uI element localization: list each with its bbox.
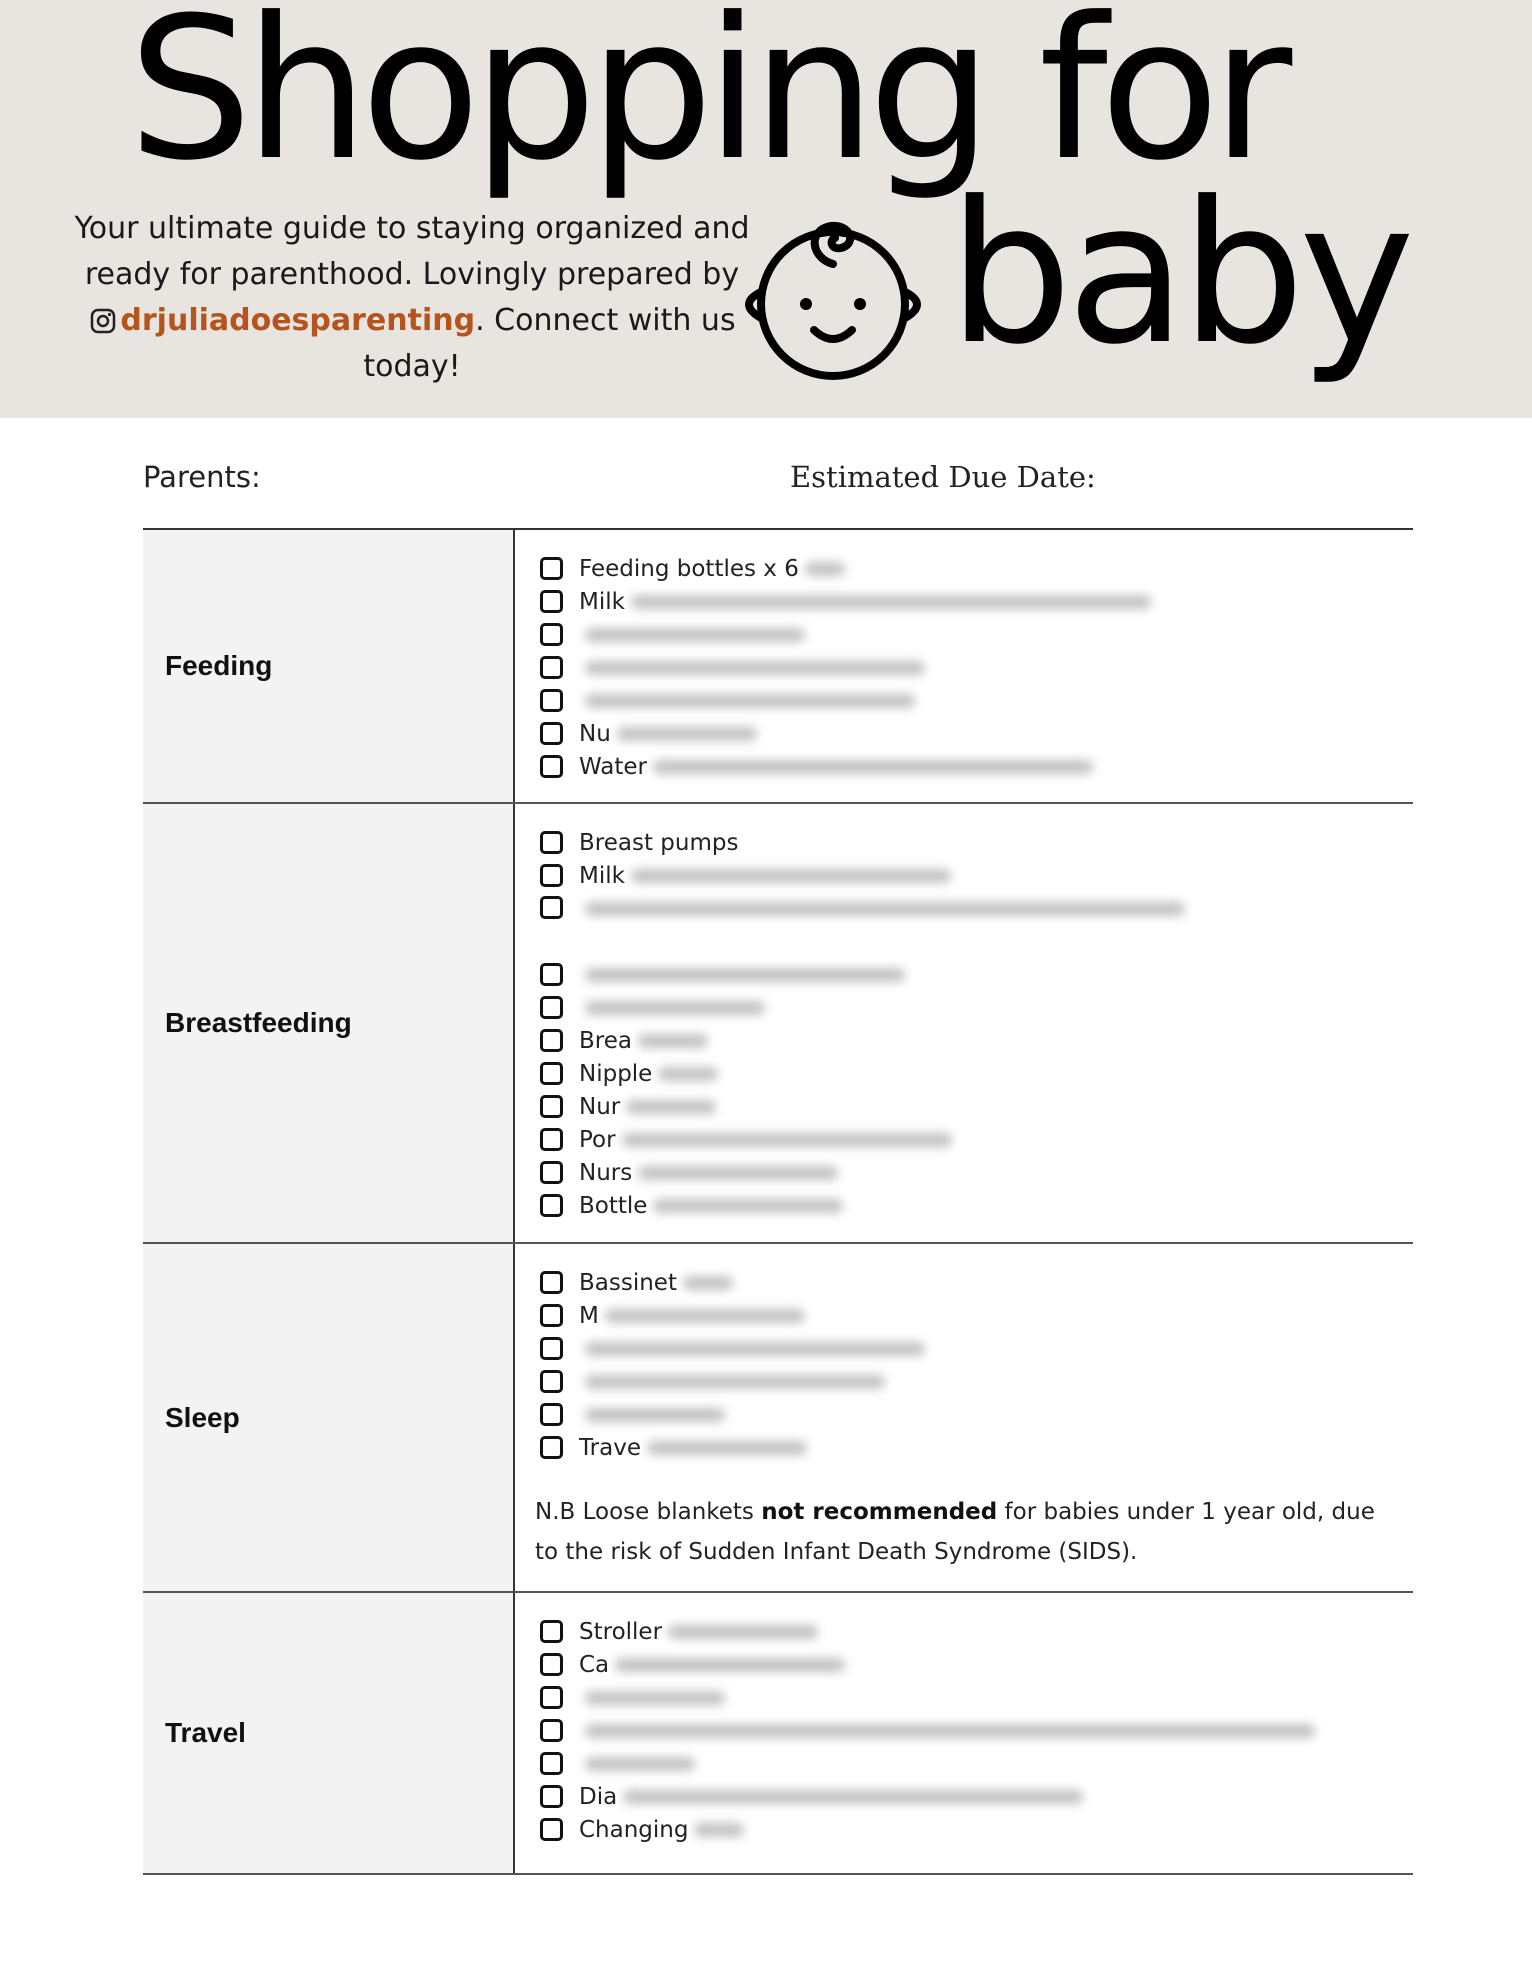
- checkbox[interactable]: [540, 1337, 563, 1360]
- list-item: [540, 1090, 1393, 1123]
- tagline-end: . Connect with us today!: [363, 303, 736, 384]
- tagline: [72, 206, 752, 390]
- item-label: Nur: [579, 1093, 621, 1120]
- item-label: Feeding bottles x 6: [579, 555, 799, 582]
- list-item: [540, 1266, 1393, 1299]
- instagram-icon: [90, 308, 116, 334]
- list-item: [540, 1714, 1393, 1747]
- category-label: Feeding: [143, 530, 515, 802]
- title-baby: baby: [948, 160, 1409, 388]
- item-list: [515, 1244, 1413, 1591]
- list-item: [540, 750, 1393, 783]
- checkbox[interactable]: [540, 1719, 563, 1742]
- list-item: [540, 585, 1393, 618]
- checkbox[interactable]: [540, 656, 563, 679]
- checkbox[interactable]: [540, 896, 563, 919]
- list-item: [540, 1681, 1393, 1714]
- list-item: [540, 1057, 1393, 1090]
- checkbox[interactable]: [540, 1370, 563, 1393]
- item-label: Water: [579, 753, 647, 780]
- list-item: [540, 552, 1393, 585]
- sids-note: [535, 1492, 1393, 1572]
- checkbox[interactable]: [540, 963, 563, 986]
- checkbox[interactable]: [540, 1161, 563, 1184]
- list-item: [540, 1398, 1393, 1431]
- item-label: M: [579, 1302, 599, 1329]
- list-item: [540, 1648, 1393, 1681]
- checkbox[interactable]: [540, 1062, 563, 1085]
- checkbox[interactable]: [540, 1686, 563, 1709]
- checkbox[interactable]: [540, 1785, 563, 1808]
- list-item: [540, 1332, 1393, 1365]
- item-label: Trave: [579, 1434, 641, 1461]
- checkbox[interactable]: [540, 1436, 563, 1459]
- item-label: Dia: [579, 1783, 618, 1810]
- checkbox[interactable]: [540, 831, 563, 854]
- checkbox[interactable]: [540, 864, 563, 887]
- checkbox[interactable]: [540, 722, 563, 745]
- item-label: Milk: [579, 862, 625, 889]
- checkbox[interactable]: [540, 590, 563, 613]
- checkbox[interactable]: [540, 1620, 563, 1643]
- item-label: Breast pumps: [579, 829, 739, 856]
- header-banner: [0, 0, 1532, 418]
- section-breastfeeding: [143, 804, 1413, 1244]
- list-item: [540, 1299, 1393, 1332]
- item-label: Changing: [579, 1816, 689, 1843]
- checkbox[interactable]: [540, 1304, 563, 1327]
- section-travel: [143, 1593, 1413, 1875]
- item-label: Nipple: [579, 1060, 653, 1087]
- item-label: Milk: [579, 588, 625, 615]
- instagram-handle-link[interactable]: drjuliadoesparenting: [120, 303, 476, 338]
- item-label: Por: [579, 1126, 616, 1153]
- list-item: [540, 1365, 1393, 1398]
- list-item: [540, 958, 1393, 991]
- item-list: [515, 1593, 1413, 1873]
- note-emphasis: not recommended: [761, 1499, 998, 1525]
- list-item: [540, 651, 1393, 684]
- category-label: Travel: [143, 1593, 515, 1873]
- item-label: Stroller: [579, 1618, 663, 1645]
- list-item: [540, 1156, 1393, 1189]
- checkbox[interactable]: [540, 1653, 563, 1676]
- item-list: [515, 804, 1413, 1242]
- item-label: Ca: [579, 1651, 610, 1678]
- checkbox[interactable]: [540, 1818, 563, 1841]
- parents-label: Parents:: [143, 460, 261, 494]
- list-item: [540, 1813, 1393, 1846]
- baby-face-icon: [730, 208, 936, 388]
- item-list: [515, 530, 1413, 802]
- note-text: N.B Loose blankets: [535, 1499, 754, 1525]
- item-label: Bassinet: [579, 1269, 677, 1296]
- item-label: Brea: [579, 1027, 632, 1054]
- checkbox[interactable]: [540, 557, 563, 580]
- checkbox[interactable]: [540, 755, 563, 778]
- list-item: [540, 859, 1393, 892]
- checkbox[interactable]: [540, 623, 563, 646]
- title-shopping-for: Shopping for: [128, 0, 1285, 204]
- list-item: [540, 826, 1393, 859]
- section-sleep: [143, 1244, 1413, 1593]
- checklist-table: [143, 528, 1413, 1875]
- item-label: Nu: [579, 720, 611, 747]
- checkbox[interactable]: [540, 1752, 563, 1775]
- list-item: [540, 1431, 1393, 1464]
- list-item: [540, 1024, 1393, 1057]
- due-date-label: Estimated Due Date:: [790, 460, 1096, 494]
- list-item: [540, 717, 1393, 750]
- checkbox[interactable]: [540, 1029, 563, 1052]
- checkbox[interactable]: [540, 1403, 563, 1426]
- category-label: Sleep: [143, 1244, 515, 1591]
- checkbox[interactable]: [540, 1128, 563, 1151]
- list-item: [540, 1747, 1393, 1780]
- list-item: [540, 1189, 1393, 1222]
- note-text-end: for babies under 1 year old, due to the risk of Sudden Infant Death Syndrome (SIDS).: [535, 1499, 1375, 1565]
- list-item: [540, 684, 1393, 717]
- category-label: Breastfeeding: [143, 804, 515, 1242]
- list-item: [540, 892, 1393, 958]
- list-item: [540, 1123, 1393, 1156]
- item-label: Nurs: [579, 1159, 633, 1186]
- checkbox[interactable]: [540, 1194, 563, 1217]
- checkbox[interactable]: [540, 1095, 563, 1118]
- list-item: [540, 1615, 1393, 1648]
- list-item: [540, 1780, 1393, 1813]
- checkbox[interactable]: [540, 689, 563, 712]
- item-label: Bottle: [579, 1192, 648, 1219]
- tagline-text: Your ultimate guide to staying organized and ready for parenthood. Lovingly prepared by: [74, 211, 750, 292]
- checkbox[interactable]: [540, 996, 563, 1019]
- list-item: [540, 991, 1393, 1024]
- list-item: [540, 618, 1393, 651]
- checkbox[interactable]: [540, 1271, 563, 1294]
- section-feeding: [143, 530, 1413, 804]
